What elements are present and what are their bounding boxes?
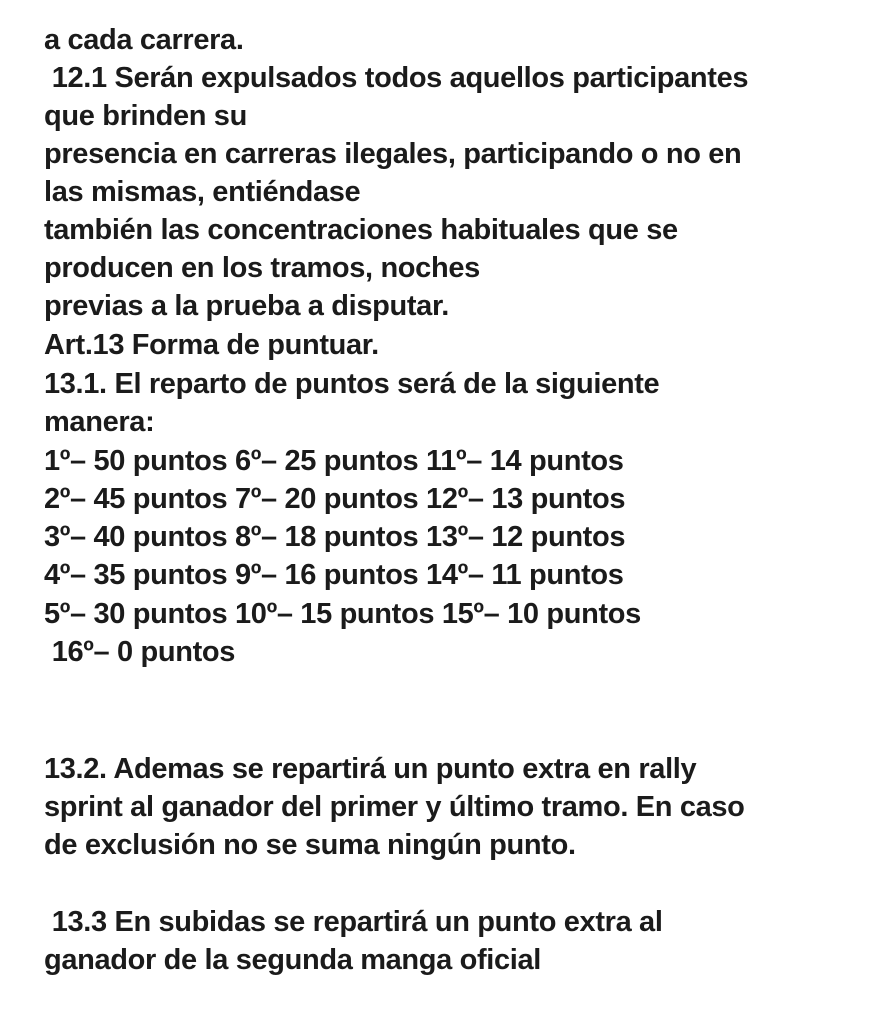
section-heading: Art.13 Forma de puntuar. [44, 329, 379, 361]
text-line: sprint al ganador del primer y último tramo. En caso [44, 791, 745, 823]
points-row: 4º– 35 puntos 9º– 16 puntos 14º– 11 puntos [44, 559, 624, 591]
text-line: producen en los tramos, noches [44, 252, 480, 284]
text-line: que brinden su [44, 100, 247, 132]
text-line: 13.3 En subidas se repartirá un punto extra al [44, 906, 663, 938]
points-row: 5º– 30 puntos 10º– 15 puntos 15º– 10 puntos [44, 598, 641, 630]
text-line: las mismas, entiéndase [44, 176, 361, 208]
points-row: 1º– 50 puntos 6º– 25 puntos 11º– 14 puntos [44, 445, 624, 477]
text-line: manera: [44, 406, 155, 438]
text-line: de exclusión no se suma ningún punto. [44, 829, 576, 861]
text-line: presencia en carreras ilegales, participando o no en [44, 138, 742, 170]
text-line: 12.1 Serán expulsados todos aquellos participantes [44, 62, 749, 94]
points-row: 16º– 0 puntos [44, 636, 236, 668]
text-line: 13.1. El reparto de puntos será de la siguiente [44, 368, 660, 400]
text-line: previas a la prueba a disputar. [44, 290, 449, 322]
points-row: 3º– 40 puntos 8º– 18 puntos 13º– 12 puntos [44, 521, 626, 553]
text-line: también las concentraciones habituales que se [44, 214, 678, 246]
text-line: a cada carrera. [44, 24, 244, 56]
text-line: 13.2. Ademas se repartirá un punto extra en rally [44, 753, 697, 785]
points-row: 2º– 45 puntos 7º– 20 puntos 12º– 13 puntos [44, 483, 626, 515]
text-line: ganador de la segunda manga oficial [44, 944, 541, 976]
